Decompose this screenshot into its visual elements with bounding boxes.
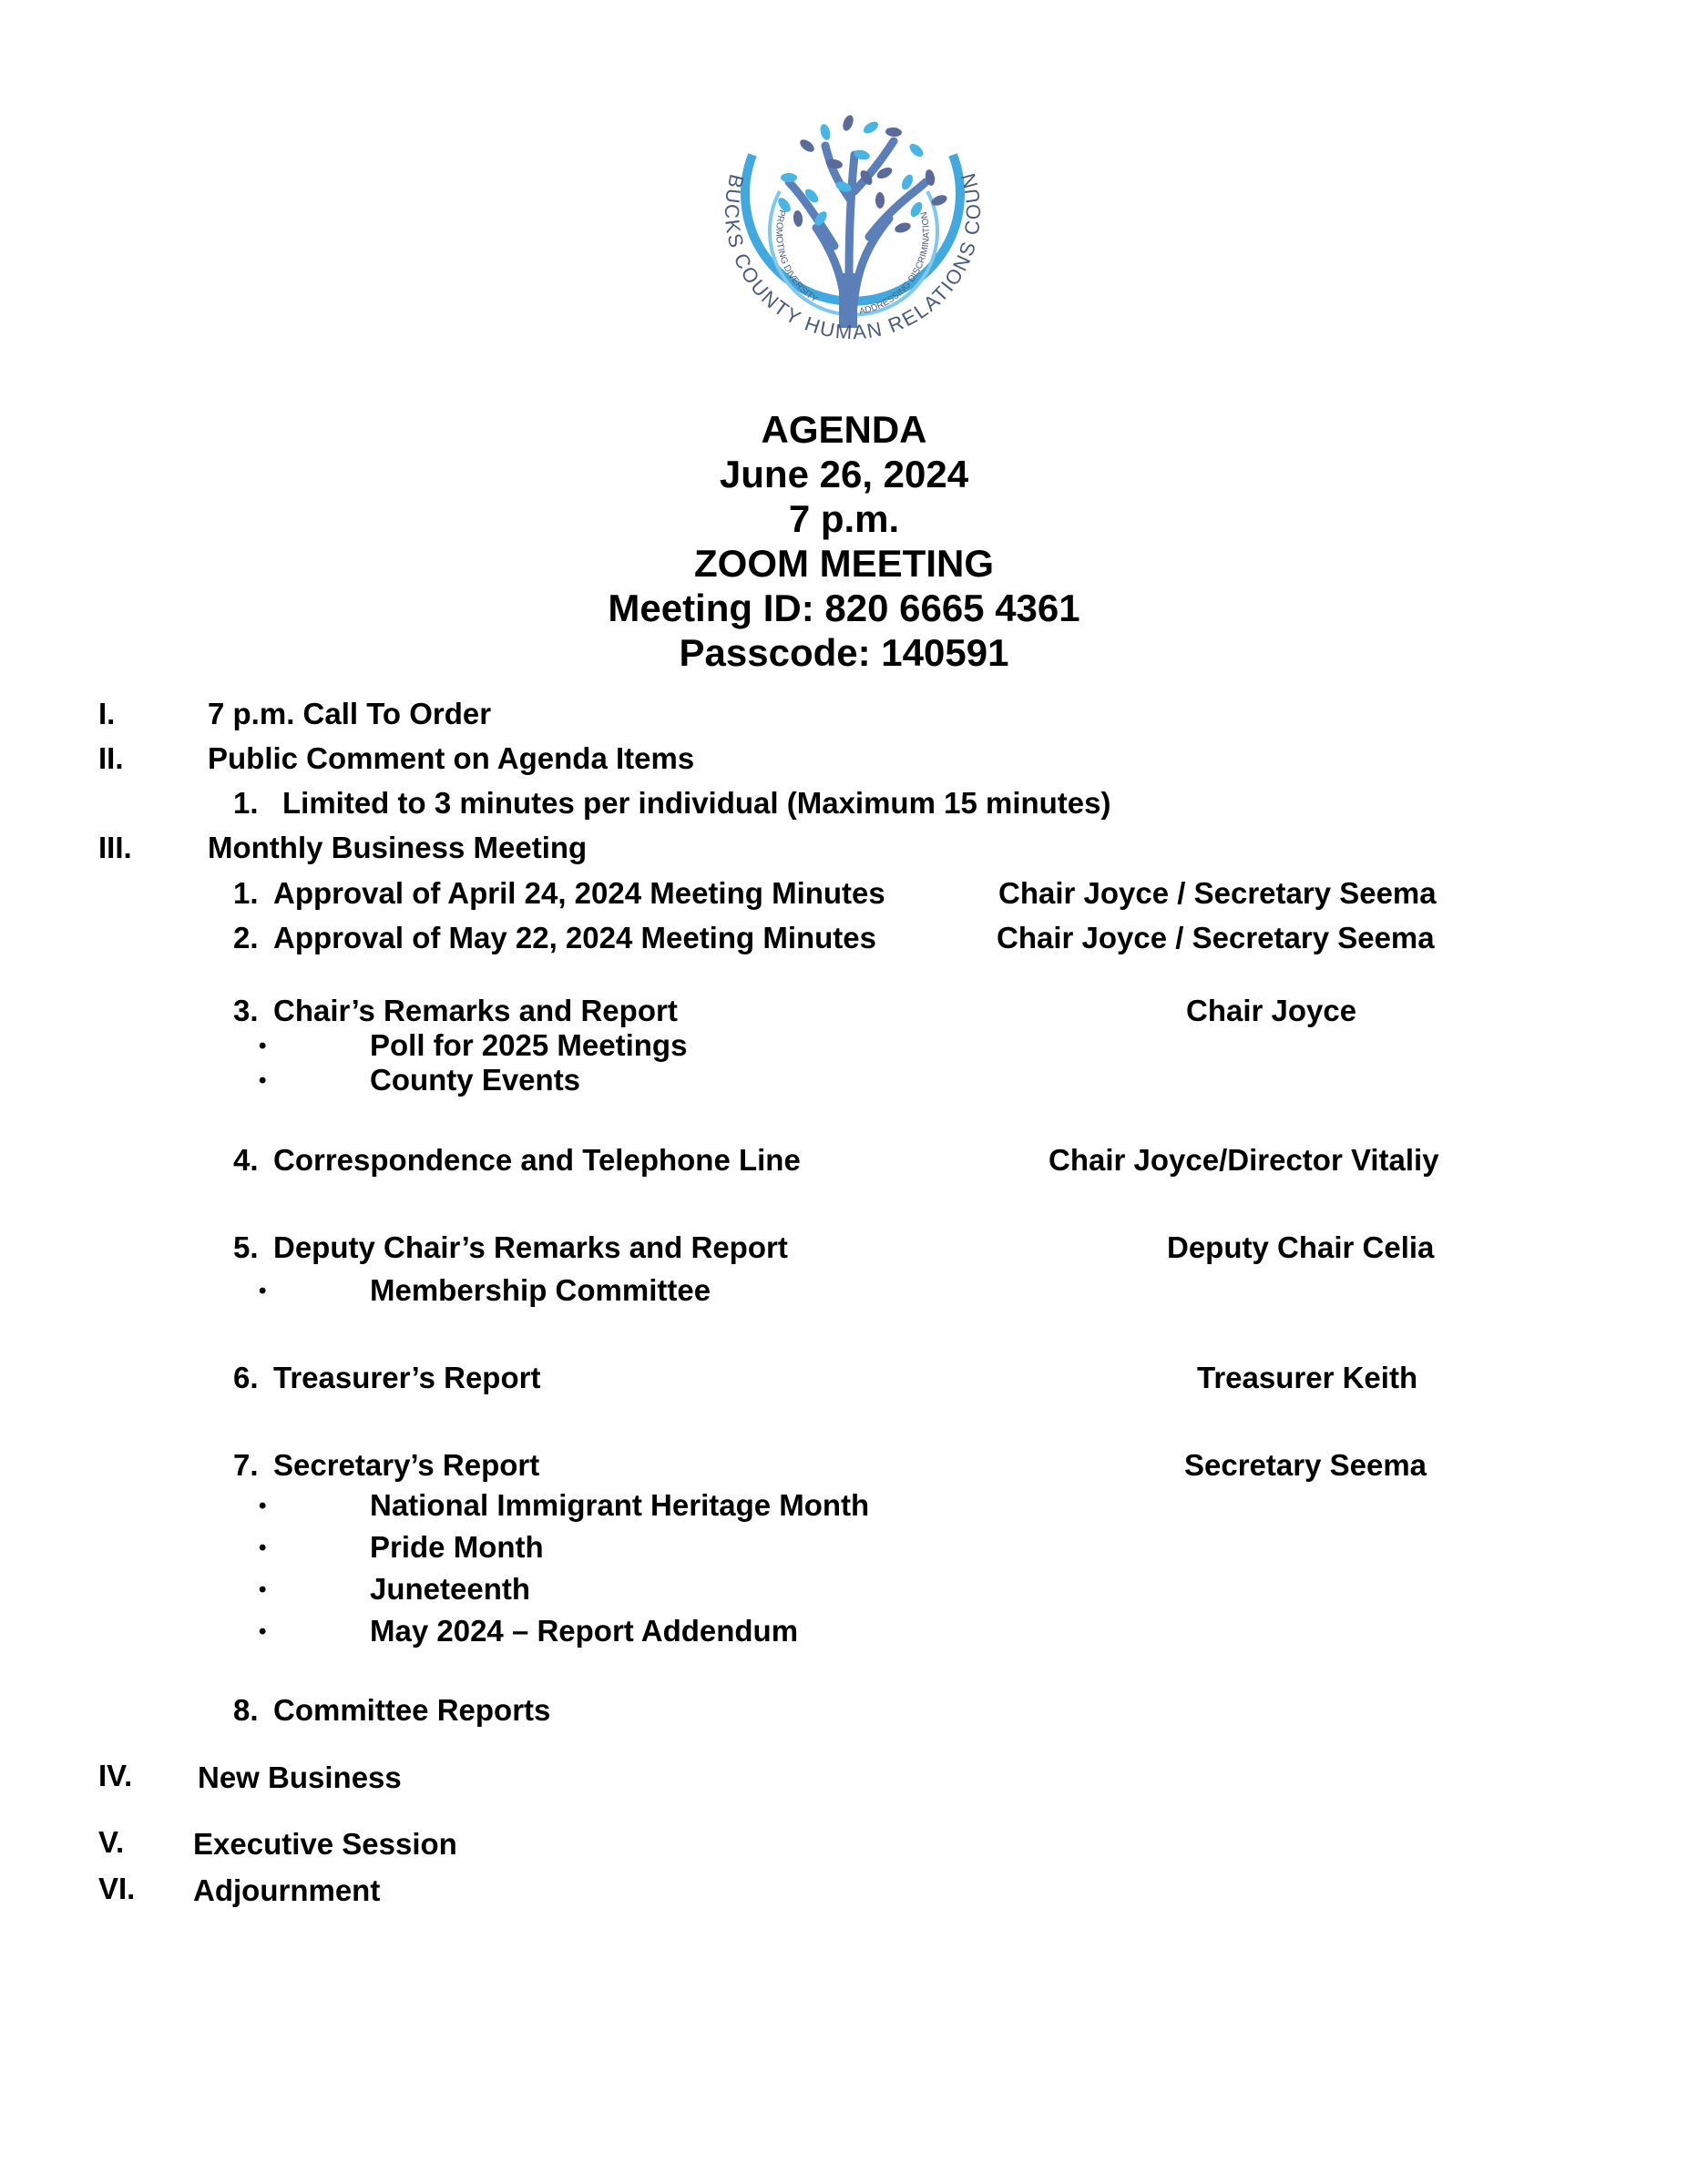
item-text-secretary-report: Secretary’s Report [273, 1448, 540, 1482]
bullet-text: Juneteenth [370, 1572, 531, 1606]
tree-emblem-icon [698, 91, 1008, 383]
bullet-glyph: • [259, 1619, 267, 1644]
item-number: 1. [233, 786, 259, 820]
item-number: 5. [233, 1230, 259, 1264]
leaf-icon [819, 123, 833, 141]
bullet-glyph: • [259, 1279, 267, 1303]
logo-right-text: ADDRESSING DISCRIMINATION [858, 210, 932, 318]
meeting-date: June 26, 2024 [719, 453, 969, 495]
council-logo [698, 91, 1008, 383]
section-title-monthly-business: Monthly Business Meeting [208, 831, 588, 864]
item-presenter: Secretary Seema [1184, 1448, 1427, 1482]
bullet-glyph: • [259, 1068, 267, 1093]
section-numeral: IV. [98, 1759, 133, 1792]
bullet-text: Pride Month [370, 1530, 544, 1564]
item-presenter: Deputy Chair Celia [1167, 1230, 1435, 1264]
agenda-title: AGENDA [761, 408, 927, 451]
bullet-text: Poll for 2025 Meetings [370, 1028, 688, 1062]
bullet-glyph: • [259, 1494, 267, 1518]
bullet-glyph: • [259, 1034, 267, 1058]
item-number: 8. [233, 1693, 259, 1727]
bullet-glyph: • [259, 1536, 267, 1560]
item-number: 3. [233, 994, 259, 1027]
item-text-chair-report: Chair’s Remarks and Report [273, 994, 678, 1027]
leaf-icon [841, 114, 855, 132]
bullet-text: County Events [370, 1063, 581, 1097]
leaf-icon [793, 210, 803, 228]
item-text-treasurer-report: Treasurer’s Report [273, 1361, 541, 1394]
meeting-passcode: Passcode: 140591 [679, 631, 1009, 674]
bullet-text: May 2024 – Report Addendum [370, 1614, 799, 1648]
item-text-deputy-report: Deputy Chair’s Remarks and Report [273, 1230, 788, 1264]
meeting-id: Meeting ID: 820 6665 4361 [608, 587, 1080, 629]
item-presenter: Chair Joyce/Director Vitaliy [1049, 1143, 1439, 1177]
section-title-new-business: New Business [198, 1760, 402, 1794]
item-text-committee-reports: Committee Reports [273, 1693, 551, 1727]
item-number: 1. [233, 876, 259, 910]
section-numeral: II. [98, 741, 124, 775]
meeting-type: ZOOM MEETING [694, 542, 994, 585]
item-number: 7. [233, 1448, 259, 1482]
item-text-april-minutes: Approval of April 24, 2024 Meeting Minutes [273, 876, 885, 910]
item-number: 6. [233, 1361, 259, 1394]
item-number: 2. [233, 921, 259, 954]
section-title-executive-session: Executive Session [193, 1827, 457, 1861]
bullet-text: National Immigrant Heritage Month [370, 1488, 870, 1522]
section-numeral: VI. [98, 1872, 136, 1905]
leaf-icon [875, 192, 885, 209]
leaf-icon [781, 173, 797, 182]
bullet-text: Membership Committee [370, 1273, 711, 1307]
section-title-adjournment: Adjournment [193, 1873, 381, 1907]
item-presenter: Chair Joyce / Secretary Seema [998, 876, 1437, 910]
item-number: 4. [233, 1143, 259, 1177]
item-text-may-minutes: Approval of May 22, 2024 Meeting Minutes [273, 921, 876, 954]
section-numeral: III. [98, 831, 132, 864]
section-title-call-to-order: 7 p.m. Call To Order [208, 697, 492, 730]
leaf-icon [885, 127, 903, 138]
item-text-time-limit: Limited to 3 minutes per individual (Maximum 15 minutes) [282, 786, 1111, 820]
item-text-correspondence: Correspondence and Telephone Line [273, 1143, 801, 1177]
item-presenter: Chair Joyce / Secretary Seema [997, 921, 1435, 954]
logo-left-text: PROMOTING DIVERSITY [773, 209, 820, 305]
section-numeral: I. [98, 697, 116, 730]
meeting-time: 7 p.m. [788, 497, 900, 540]
item-presenter: Treasurer Keith [1197, 1361, 1418, 1394]
leaf-icon [894, 221, 912, 235]
leaf-icon [798, 138, 816, 155]
section-numeral: V. [98, 1825, 125, 1859]
logo-ring-text: BUCKS COUNTY HUMAN RELATIONS COUN [720, 168, 986, 344]
leaf-icon [907, 141, 926, 158]
bullet-glyph: • [259, 1577, 267, 1602]
leaf-icon [862, 119, 881, 136]
section-title-public-comment: Public Comment on Agenda Items [208, 741, 695, 775]
item-presenter: Chair Joyce [1186, 994, 1357, 1027]
